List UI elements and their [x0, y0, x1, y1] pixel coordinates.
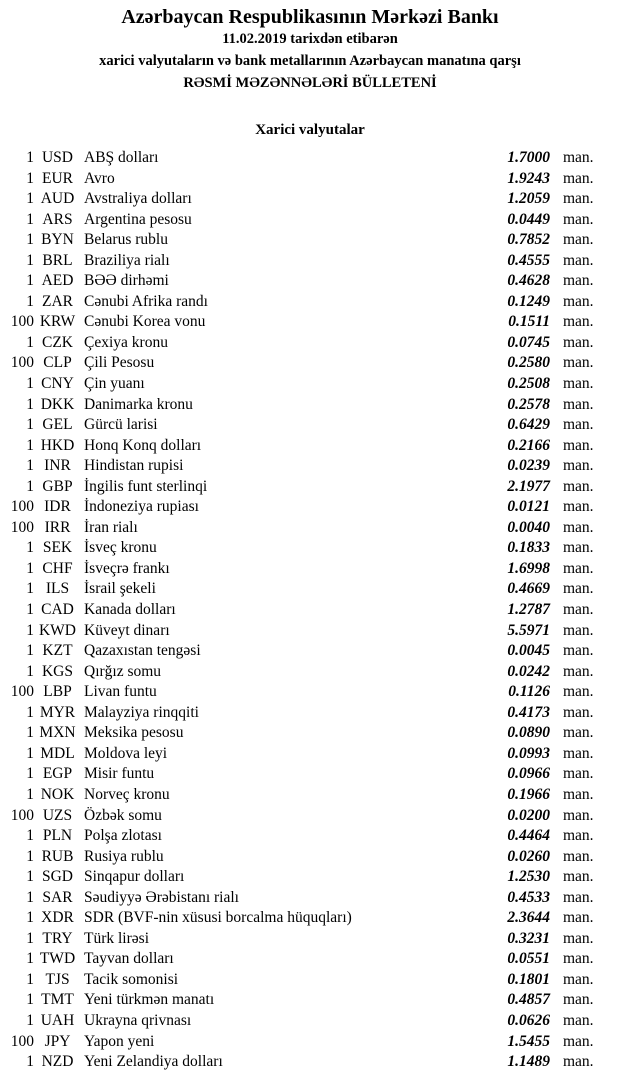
currency-code: PLN [42, 827, 73, 845]
currency-name: Yeni türkmən manatı [84, 991, 215, 1009]
currency-code: MDL [40, 744, 75, 762]
currency-code: ILS [45, 580, 70, 598]
unit-label: man. [563, 827, 594, 845]
rate-value: 1.2530 [507, 868, 550, 886]
unit-label: man. [563, 950, 594, 968]
rate-value: 0.0449 [507, 210, 550, 228]
rate-value: 0.0200 [507, 806, 550, 824]
rate-value: 0.0890 [507, 724, 550, 742]
table-row [0, 456, 620, 477]
currency-code: TJS [45, 970, 70, 988]
nominal-value: 1 [26, 621, 34, 639]
rate-value: 1.7000 [507, 149, 550, 166]
scope-line: xarici valyutaların və bank metallarının Azərbaycan manatına qarşı [99, 53, 521, 69]
table-row [0, 1032, 620, 1053]
currency-name: Gürcü larisi [84, 416, 158, 434]
table-row [0, 806, 620, 827]
nominal-value: 1 [26, 375, 34, 393]
unit-label: man. [563, 888, 594, 906]
rate-value: 0.4628 [507, 272, 550, 290]
currency-name: Özbək somu [84, 806, 162, 824]
currency-code: TMT [41, 991, 74, 1009]
currency-code: ZAR [42, 292, 73, 310]
currency-code: UAH [40, 1011, 75, 1029]
currency-code: EUR [42, 169, 73, 187]
currency-name: ABŞ dolları [84, 149, 159, 166]
nominal-value: 1 [26, 827, 34, 845]
nominal-value: 1 [26, 251, 34, 269]
currency-code: UZS [42, 806, 73, 824]
currency-code: SEK [42, 539, 73, 557]
unit-label: man. [563, 929, 594, 947]
rate-value: 1.2787 [507, 601, 550, 619]
table-row [0, 990, 620, 1011]
nominal-value: 1 [26, 909, 34, 927]
currency-code: IDR [44, 498, 71, 516]
table-row [0, 723, 620, 744]
nominal-value: 1 [26, 662, 34, 680]
currency-code: GBP [42, 477, 73, 495]
currency-name: Belarus rublu [84, 231, 168, 249]
table-row [0, 579, 620, 600]
rate-value: 1.9243 [507, 169, 550, 187]
nominal-value: 1 [26, 272, 34, 290]
unit-label: man. [563, 1011, 594, 1029]
table-row [0, 867, 620, 888]
table-row [0, 682, 620, 703]
rate-value: 0.0993 [507, 744, 550, 762]
currency-code: BYN [41, 231, 74, 249]
currency-name: Türk lirəsi [84, 929, 149, 947]
currency-name: Misir funtu [84, 765, 155, 783]
currency-name: Çexiya kronu [84, 333, 168, 351]
table-row [0, 374, 620, 395]
nominal-value: 1 [26, 292, 34, 310]
nominal-value: 1 [26, 416, 34, 434]
currency-code: USD [41, 149, 73, 166]
currency-code: TWD [39, 950, 76, 968]
currency-name: Çili Pesosu [84, 354, 155, 372]
table-row [0, 477, 620, 498]
currency-name: Cənubi Afrika randı [84, 292, 208, 310]
rate-value: 0.4464 [507, 827, 550, 845]
nominal-value: 1 [26, 477, 34, 495]
unit-label: man. [563, 724, 594, 742]
currency-name: Norveç kronu [84, 785, 170, 803]
rate-value: 0.0242 [507, 662, 550, 680]
currency-name: İsveçrə frankı [84, 559, 170, 577]
nominal-value: 1 [26, 703, 34, 721]
currency-code: AED [41, 272, 74, 290]
table-row [0, 538, 620, 559]
rate-value: 0.0551 [507, 950, 550, 968]
nominal-value: 1 [26, 333, 34, 351]
nominal-value: 1 [26, 169, 34, 187]
rate-value: 0.0626 [507, 1011, 550, 1029]
table-row [0, 970, 620, 991]
rates-table [0, 148, 620, 1073]
currency-name: Cənubi Korea vonu [84, 313, 206, 331]
currency-code: KZT [42, 642, 73, 660]
currency-name: İngilis funt sterlinqi [84, 477, 208, 495]
table-row [0, 826, 620, 847]
currency-name: Rusiya rublu [84, 847, 164, 865]
bulletin-title-line: RƏSMİ MƏZƏNNƏLƏRİ BÜLLETENİ [183, 75, 437, 91]
table-row [0, 1052, 620, 1073]
unit-label: man. [563, 190, 594, 208]
unit-label: man. [563, 991, 594, 1009]
table-row [0, 230, 620, 251]
unit-label: man. [563, 518, 594, 536]
nominal-value: 1 [26, 210, 34, 228]
bulletin-header [0, 0, 620, 94]
currency-name: Qazaxıstan tengəsi [84, 642, 201, 660]
currency-name: Tayvan dolları [84, 950, 174, 968]
rate-value: 0.0745 [507, 333, 550, 351]
table-row [0, 929, 620, 950]
currency-code: XDR [41, 909, 74, 927]
rate-value: 0.0040 [507, 518, 550, 536]
currency-name: SDR (BVF-nin xüsusi borcalma hüquqları) [84, 909, 352, 927]
nominal-value: 100 [10, 518, 34, 536]
table-row [0, 744, 620, 765]
table-row [0, 641, 620, 662]
unit-label: man. [563, 333, 594, 351]
rate-value: 0.4173 [507, 703, 550, 721]
currency-code: GEL [42, 416, 73, 434]
rate-value: 0.1249 [507, 292, 550, 310]
nominal-value: 1 [26, 190, 34, 208]
unit-label: man. [563, 375, 594, 393]
table-row [0, 847, 620, 868]
nominal-value: 1 [26, 970, 34, 988]
section-title: Xarici valyutalar [255, 122, 365, 138]
unit-label: man. [563, 785, 594, 803]
table-row [0, 333, 620, 354]
unit-label: man. [563, 580, 594, 598]
table-row [0, 271, 620, 292]
unit-label: man. [563, 436, 594, 454]
table-row [0, 436, 620, 457]
nominal-value: 1 [26, 395, 34, 413]
table-row [0, 251, 620, 272]
currency-code: SGD [41, 868, 73, 886]
nominal-value: 1 [26, 744, 34, 762]
rate-value: 2.3644 [507, 909, 550, 927]
table-row [0, 703, 620, 724]
currency-code: KWD [38, 621, 77, 639]
table-row [0, 312, 620, 333]
table-row [0, 662, 620, 683]
table-row [0, 415, 620, 436]
currency-name: Yeni Zelandiya dolları [84, 1053, 223, 1071]
nominal-value: 1 [26, 1053, 34, 1071]
rate-value: 0.3231 [507, 929, 550, 947]
rate-value: 0.4533 [507, 888, 550, 906]
unit-label: man. [563, 395, 594, 413]
currency-name: İran rialı [84, 518, 138, 536]
table-row [0, 559, 620, 580]
currency-name: Malayziya rinqqiti [84, 703, 199, 721]
unit-label: man. [563, 1032, 594, 1050]
unit-label: man. [563, 416, 594, 434]
table-row [0, 908, 620, 929]
rate-value: 2.1977 [507, 477, 550, 495]
currency-name: Avstraliya dolları [84, 190, 192, 208]
table-row [0, 949, 620, 970]
currency-name: Kanada dolları [84, 601, 176, 619]
table-row [0, 169, 620, 190]
currency-name: BƏƏ dirhəmi [84, 272, 169, 290]
currency-code: NOK [40, 785, 75, 803]
currency-name: Honq Konq dolları [84, 436, 202, 454]
rate-value: 0.0260 [507, 847, 550, 865]
unit-label: man. [563, 169, 594, 187]
currency-code: SAR [42, 888, 73, 906]
currency-code: AUD [40, 190, 75, 208]
rate-value: 0.4669 [507, 580, 550, 598]
currency-code: CLP [43, 354, 72, 372]
currency-code: CZK [42, 333, 73, 351]
currency-name: Avro [84, 169, 115, 187]
rate-value: 0.0966 [507, 765, 550, 783]
table-row [0, 353, 620, 374]
rate-value: 0.0045 [507, 642, 550, 660]
unit-label: man. [563, 457, 594, 475]
unit-label: man. [563, 559, 594, 577]
currency-code: ARS [42, 210, 73, 228]
currency-code: CNY [41, 375, 74, 393]
unit-label: man. [563, 149, 594, 166]
unit-label: man. [563, 354, 594, 372]
currency-code: HKD [40, 436, 75, 454]
table-row [0, 210, 620, 231]
unit-label: man. [563, 231, 594, 249]
table-row [0, 292, 620, 313]
nominal-value: 1 [26, 1011, 34, 1029]
nominal-value: 1 [26, 436, 34, 454]
nominal-value: 100 [10, 498, 34, 516]
unit-label: man. [563, 909, 594, 927]
nominal-value: 100 [10, 806, 34, 824]
rate-value: 0.2580 [507, 354, 550, 372]
nominal-value: 1 [26, 765, 34, 783]
nominal-value: 1 [26, 580, 34, 598]
rate-value: 1.6998 [507, 559, 550, 577]
currency-name: İsrail şekeli [84, 580, 156, 598]
currency-code: TRY [42, 929, 73, 947]
table-row [0, 785, 620, 806]
table-row [0, 189, 620, 210]
currency-code: LBP [43, 683, 72, 701]
unit-label: man. [563, 847, 594, 865]
currency-code: CHF [42, 559, 73, 577]
rate-value: 0.2578 [507, 395, 550, 413]
currency-code: EGP [42, 765, 73, 783]
currency-code: KRW [39, 313, 76, 331]
unit-label: man. [563, 251, 594, 269]
table-row [0, 600, 620, 621]
unit-label: man. [563, 498, 594, 516]
currency-name: Tacik somonisi [84, 970, 179, 988]
unit-label: man. [563, 642, 594, 660]
currency-code: MXN [39, 724, 76, 742]
rate-value: 1.1489 [507, 1053, 550, 1071]
rate-value: 0.1801 [507, 970, 550, 988]
nominal-value: 100 [10, 683, 34, 701]
table-row [0, 764, 620, 785]
unit-label: man. [563, 210, 594, 228]
rate-value: 0.0121 [507, 498, 550, 516]
currency-name: Yapon yeni [84, 1032, 155, 1050]
currency-name: İndoneziya rupiası [84, 498, 199, 516]
currency-name: Küveyt dinarı [84, 621, 170, 639]
nominal-value: 1 [26, 231, 34, 249]
currency-code: NZD [41, 1053, 74, 1071]
rate-value: 0.1126 [508, 683, 550, 701]
currency-name: İsveç kronu [84, 539, 157, 557]
nominal-value: 1 [26, 888, 34, 906]
nominal-value: 1 [26, 950, 34, 968]
nominal-value: 1 [26, 929, 34, 947]
table-row [0, 621, 620, 642]
rate-value: 0.4555 [507, 251, 550, 269]
currency-code: MYR [39, 703, 76, 721]
unit-label: man. [563, 477, 594, 495]
nominal-value: 100 [10, 313, 34, 331]
currency-code: BRL [42, 251, 73, 269]
nominal-value: 1 [26, 642, 34, 660]
table-row [0, 1011, 620, 1032]
unit-label: man. [563, 970, 594, 988]
rate-value: 0.1511 [508, 313, 550, 331]
currency-name: Ukrayna qrivnası [84, 1011, 192, 1029]
rate-value: 0.2166 [507, 436, 550, 454]
currency-code: DKK [40, 395, 75, 413]
unit-label: man. [563, 313, 594, 331]
unit-label: man. [563, 703, 594, 721]
unit-label: man. [563, 744, 594, 762]
unit-label: man. [563, 601, 594, 619]
unit-label: man. [563, 765, 594, 783]
currency-name: Livan funtu [84, 683, 157, 701]
rate-value: 0.6429 [507, 416, 550, 434]
unit-label: man. [563, 683, 594, 701]
nominal-value: 1 [26, 601, 34, 619]
rate-value: 0.1966 [507, 785, 550, 803]
date-line: 11.02.2019 tarixdən etibarən [222, 31, 398, 47]
table-row [0, 518, 620, 539]
currency-name: Polşa zlotası [84, 827, 162, 845]
table-row [0, 497, 620, 518]
unit-label: man. [563, 868, 594, 886]
rate-value: 0.0239 [507, 457, 550, 475]
currency-code: KGS [41, 662, 73, 680]
unit-label: man. [563, 621, 594, 639]
currency-name: Çin yuanı [84, 375, 145, 393]
currency-name: Danimarka kronu [84, 395, 193, 413]
unit-label: man. [563, 272, 594, 290]
nominal-value: 100 [10, 1032, 34, 1050]
rate-value: 0.7852 [507, 231, 550, 249]
rate-value: 0.4857 [507, 991, 550, 1009]
currency-code: CAD [41, 601, 74, 619]
nominal-value: 1 [26, 724, 34, 742]
page-title: Azərbaycan Respublikasının Mərkəzi Bankı [121, 6, 499, 28]
rate-value: 5.5971 [507, 621, 550, 639]
nominal-value: 1 [26, 991, 34, 1009]
nominal-value: 1 [26, 149, 34, 166]
currency-name: Meksika pesosu [84, 724, 184, 742]
nominal-value: 1 [26, 868, 34, 886]
currency-name: Səudiyyə Ərəbistanı rialı [84, 888, 239, 906]
nominal-value: 1 [26, 785, 34, 803]
unit-label: man. [563, 806, 594, 824]
unit-label: man. [563, 662, 594, 680]
currency-code: IRR [44, 518, 71, 536]
nominal-value: 1 [26, 559, 34, 577]
nominal-value: 1 [26, 457, 34, 475]
currency-code: RUB [41, 847, 74, 865]
rate-value: 0.2508 [507, 375, 550, 393]
currency-code: JPY [44, 1032, 71, 1050]
table-row [0, 395, 620, 416]
unit-label: man. [563, 292, 594, 310]
currency-name: Argentina pesosu [84, 210, 192, 228]
currency-name: Braziliya rialı [84, 251, 170, 269]
nominal-value: 100 [10, 354, 34, 372]
unit-label: man. [563, 539, 594, 557]
currency-name: Hindistan rupisi [84, 457, 184, 475]
rate-value: 1.2059 [507, 190, 550, 208]
currency-name: Sinqapur dolları [84, 868, 185, 886]
currency-code: INR [44, 457, 71, 475]
rate-value: 0.1833 [507, 539, 550, 557]
nominal-value: 1 [26, 847, 34, 865]
currency-name: Moldova leyi [84, 744, 168, 762]
table-row [0, 148, 620, 169]
nominal-value: 1 [26, 539, 34, 557]
currency-name: Qırğız somu [84, 662, 162, 680]
rate-value: 1.5455 [507, 1032, 550, 1050]
unit-label: man. [563, 1053, 594, 1071]
table-row [0, 888, 620, 909]
